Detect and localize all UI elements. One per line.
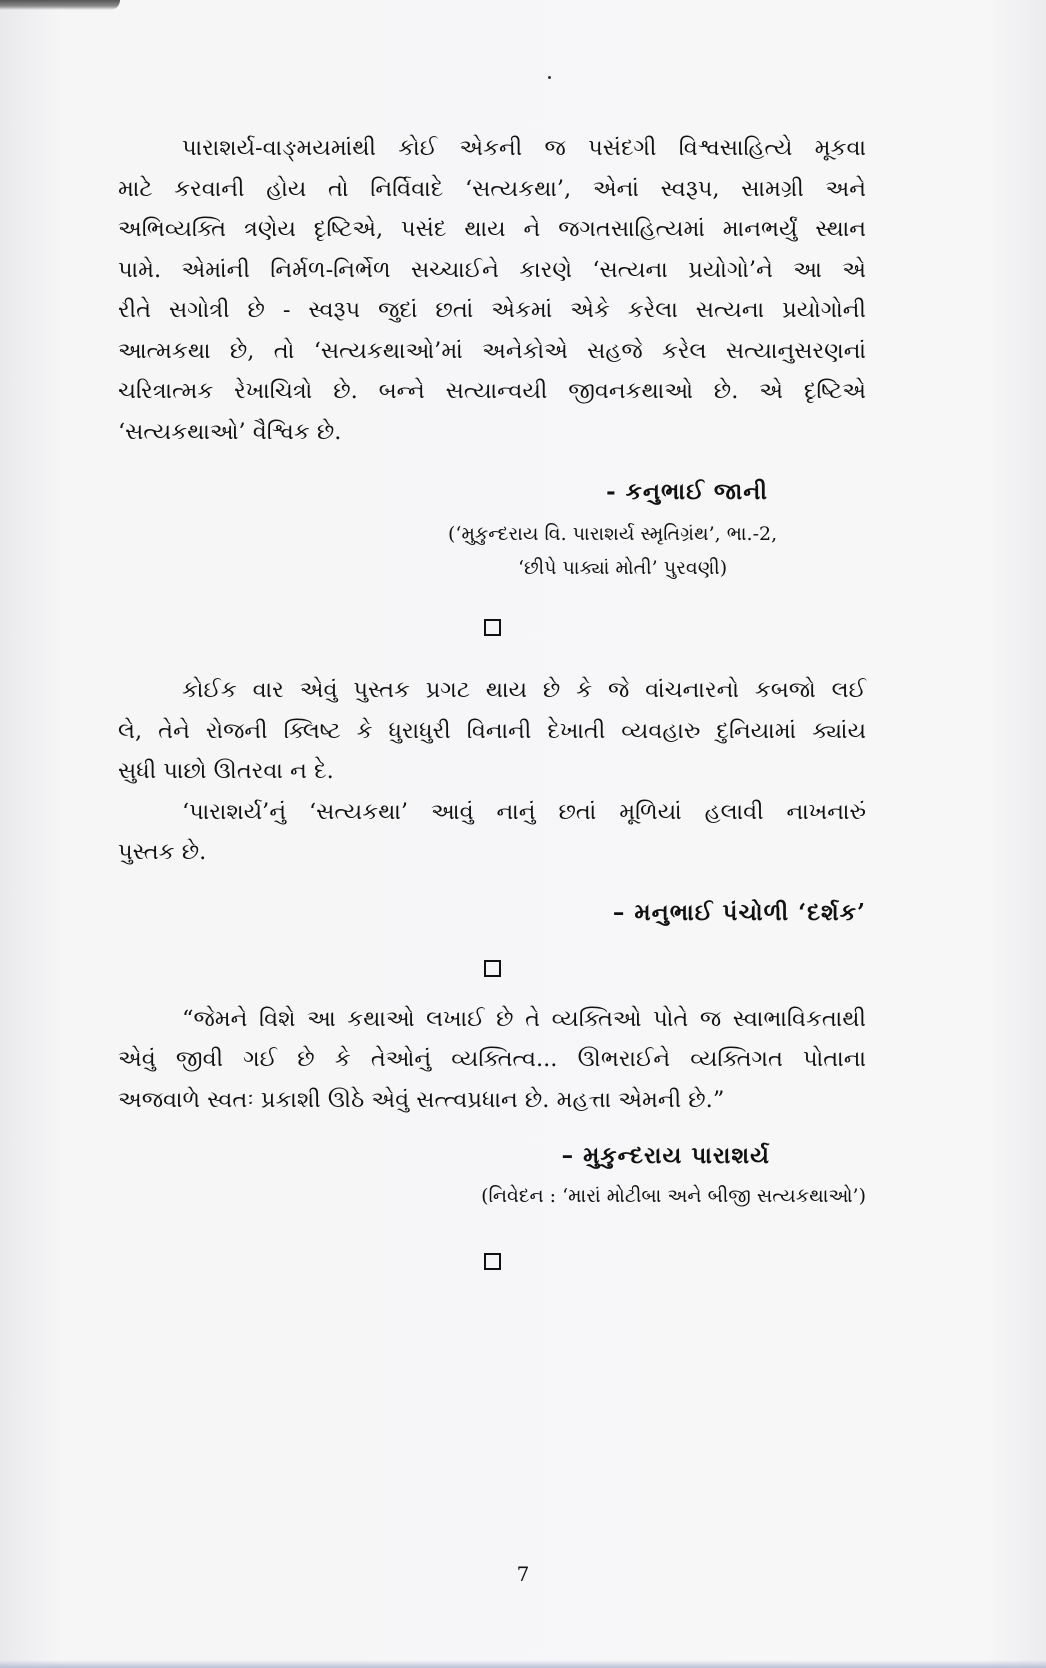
- square-ornament-icon: [484, 619, 501, 636]
- citation-line: ‘છીપે પાક્યાં મોતી’ પુરવણી): [518, 557, 728, 579]
- citation-line: (‘મુકુન્દરાય વિ. પારાશર્ય સ્મૃતિગ્રંથ’, ભા.-2,: [448, 523, 778, 545]
- text-line: અજવાળે સ્વતઃ પ્રકાશી ઊઠે એવું સત્ત્વપ્રધાન છે. મહત્તા એમની છે.”: [118, 1086, 725, 1113]
- text-line: પુસ્તક છે.: [118, 839, 207, 865]
- section-divider: [118, 619, 866, 636]
- text-line: માટે કરવાની હોય તો નિર્વિવાદે ‘સત્યકથા’, એનાં સ્વરૂપ, સામગ્રી અને: [118, 175, 866, 202]
- section-divider: [118, 1253, 866, 1270]
- quote-paragraph-3: [118, 999, 866, 1121]
- page-content: [118, 128, 866, 1270]
- text-line: કોઈક વાર એવું પુસ્તક પ્રગટ થાય છે કે જે વાંચનારનો કબજો લઈ: [182, 677, 866, 703]
- text-line: એવું જીવી ગઈ છે કે તેઓનું વ્યક્તિત્વ... ઊભરાઈને વ્યક્તિગત પોતાના: [118, 1046, 866, 1072]
- text-line: પારાશર્ય-વાઙ્મયમાંથી કોઈ એકની જ પસંદગી વિશ્વસાહિત્યે મૂકવા: [182, 135, 866, 161]
- source-citation-3: (નિવેદન : ‘મારાં મોટીબા અને બીજી સત્યકથાઓ’): [481, 1185, 866, 1207]
- section-divider: [118, 960, 866, 977]
- text-line: લે, તેને રોજની ક્લિષ્ટ કે ધુરાધુરી વિનાની દેખાતી વ્યવહારુ દુનિયામાં ક્યાંય: [118, 717, 866, 744]
- text-line: ચરિત્રાત્મક રેખાચિત્રો છે. બન્ને સત્યાન્વયી જીવનકથાઓ છે. એ દૃષ્ટિએ: [118, 378, 866, 404]
- quote-paragraph-2: [118, 670, 866, 873]
- page-number: 7: [516, 1562, 530, 1586]
- text-line: રીતે સગોત્રી છે - સ્વરૂપ જુદાં છતાં એકમાં એકે કરેલા સત્યના પ્રયોગોની: [118, 297, 866, 323]
- quote-paragraph-1: [118, 128, 866, 452]
- text-line: આત્મકથા છે, તો ‘સત્યકથાઓ’માં અનેકોએ સહજે કરેલ સત્યાનુસરણનાં: [118, 337, 866, 364]
- print-speck: [548, 76, 551, 79]
- square-ornament-icon: [484, 1253, 501, 1270]
- text-line: અભિવ્યક્તિ ત્રણેય દૃષ્ટિએ, પસંદ થાય ને જગતસાહિત્યમાં માનભર્યું સ્થાન: [118, 216, 866, 242]
- scan-edge-bottom: [0, 1660, 1046, 1668]
- text-line: ‘સત્યકથાઓ’ વૈશ્વિક છે.: [118, 418, 342, 445]
- text-line: સુધી પાછો ઊતરવા ન દે.: [118, 758, 334, 784]
- square-ornament-icon: [484, 960, 501, 977]
- attribution-manubhai: – મનુભાઈ પંચોળી ‘દર્શક’: [612, 898, 866, 926]
- text-line: ‘પારાશર્ય’નું ‘સત્યકથા’ આવું નાનું છતાં મૂળિયાં હલાવી નાખનારું: [182, 798, 866, 825]
- attribution-kanubhai: - કનુભાઈ જાની: [606, 478, 768, 505]
- text-line: પામે. એમાંની નિર્મળ-નિર્ભેળ સચ્ચાઈને કારણે ‘સત્યના પ્રયોગો’ને આ એ: [118, 256, 866, 283]
- source-citation-1: [448, 517, 866, 585]
- text-line: “જેમને વિશે આ કથાઓ લખાઈ છે તે વ્યક્તિઓ પોતે જ સ્વાભાવિકતાથી: [182, 1005, 866, 1032]
- scan-edge-top: [0, 0, 120, 10]
- attribution-mukundrai: – મુકુન્દરાય પારાશર્ય: [561, 1142, 770, 1169]
